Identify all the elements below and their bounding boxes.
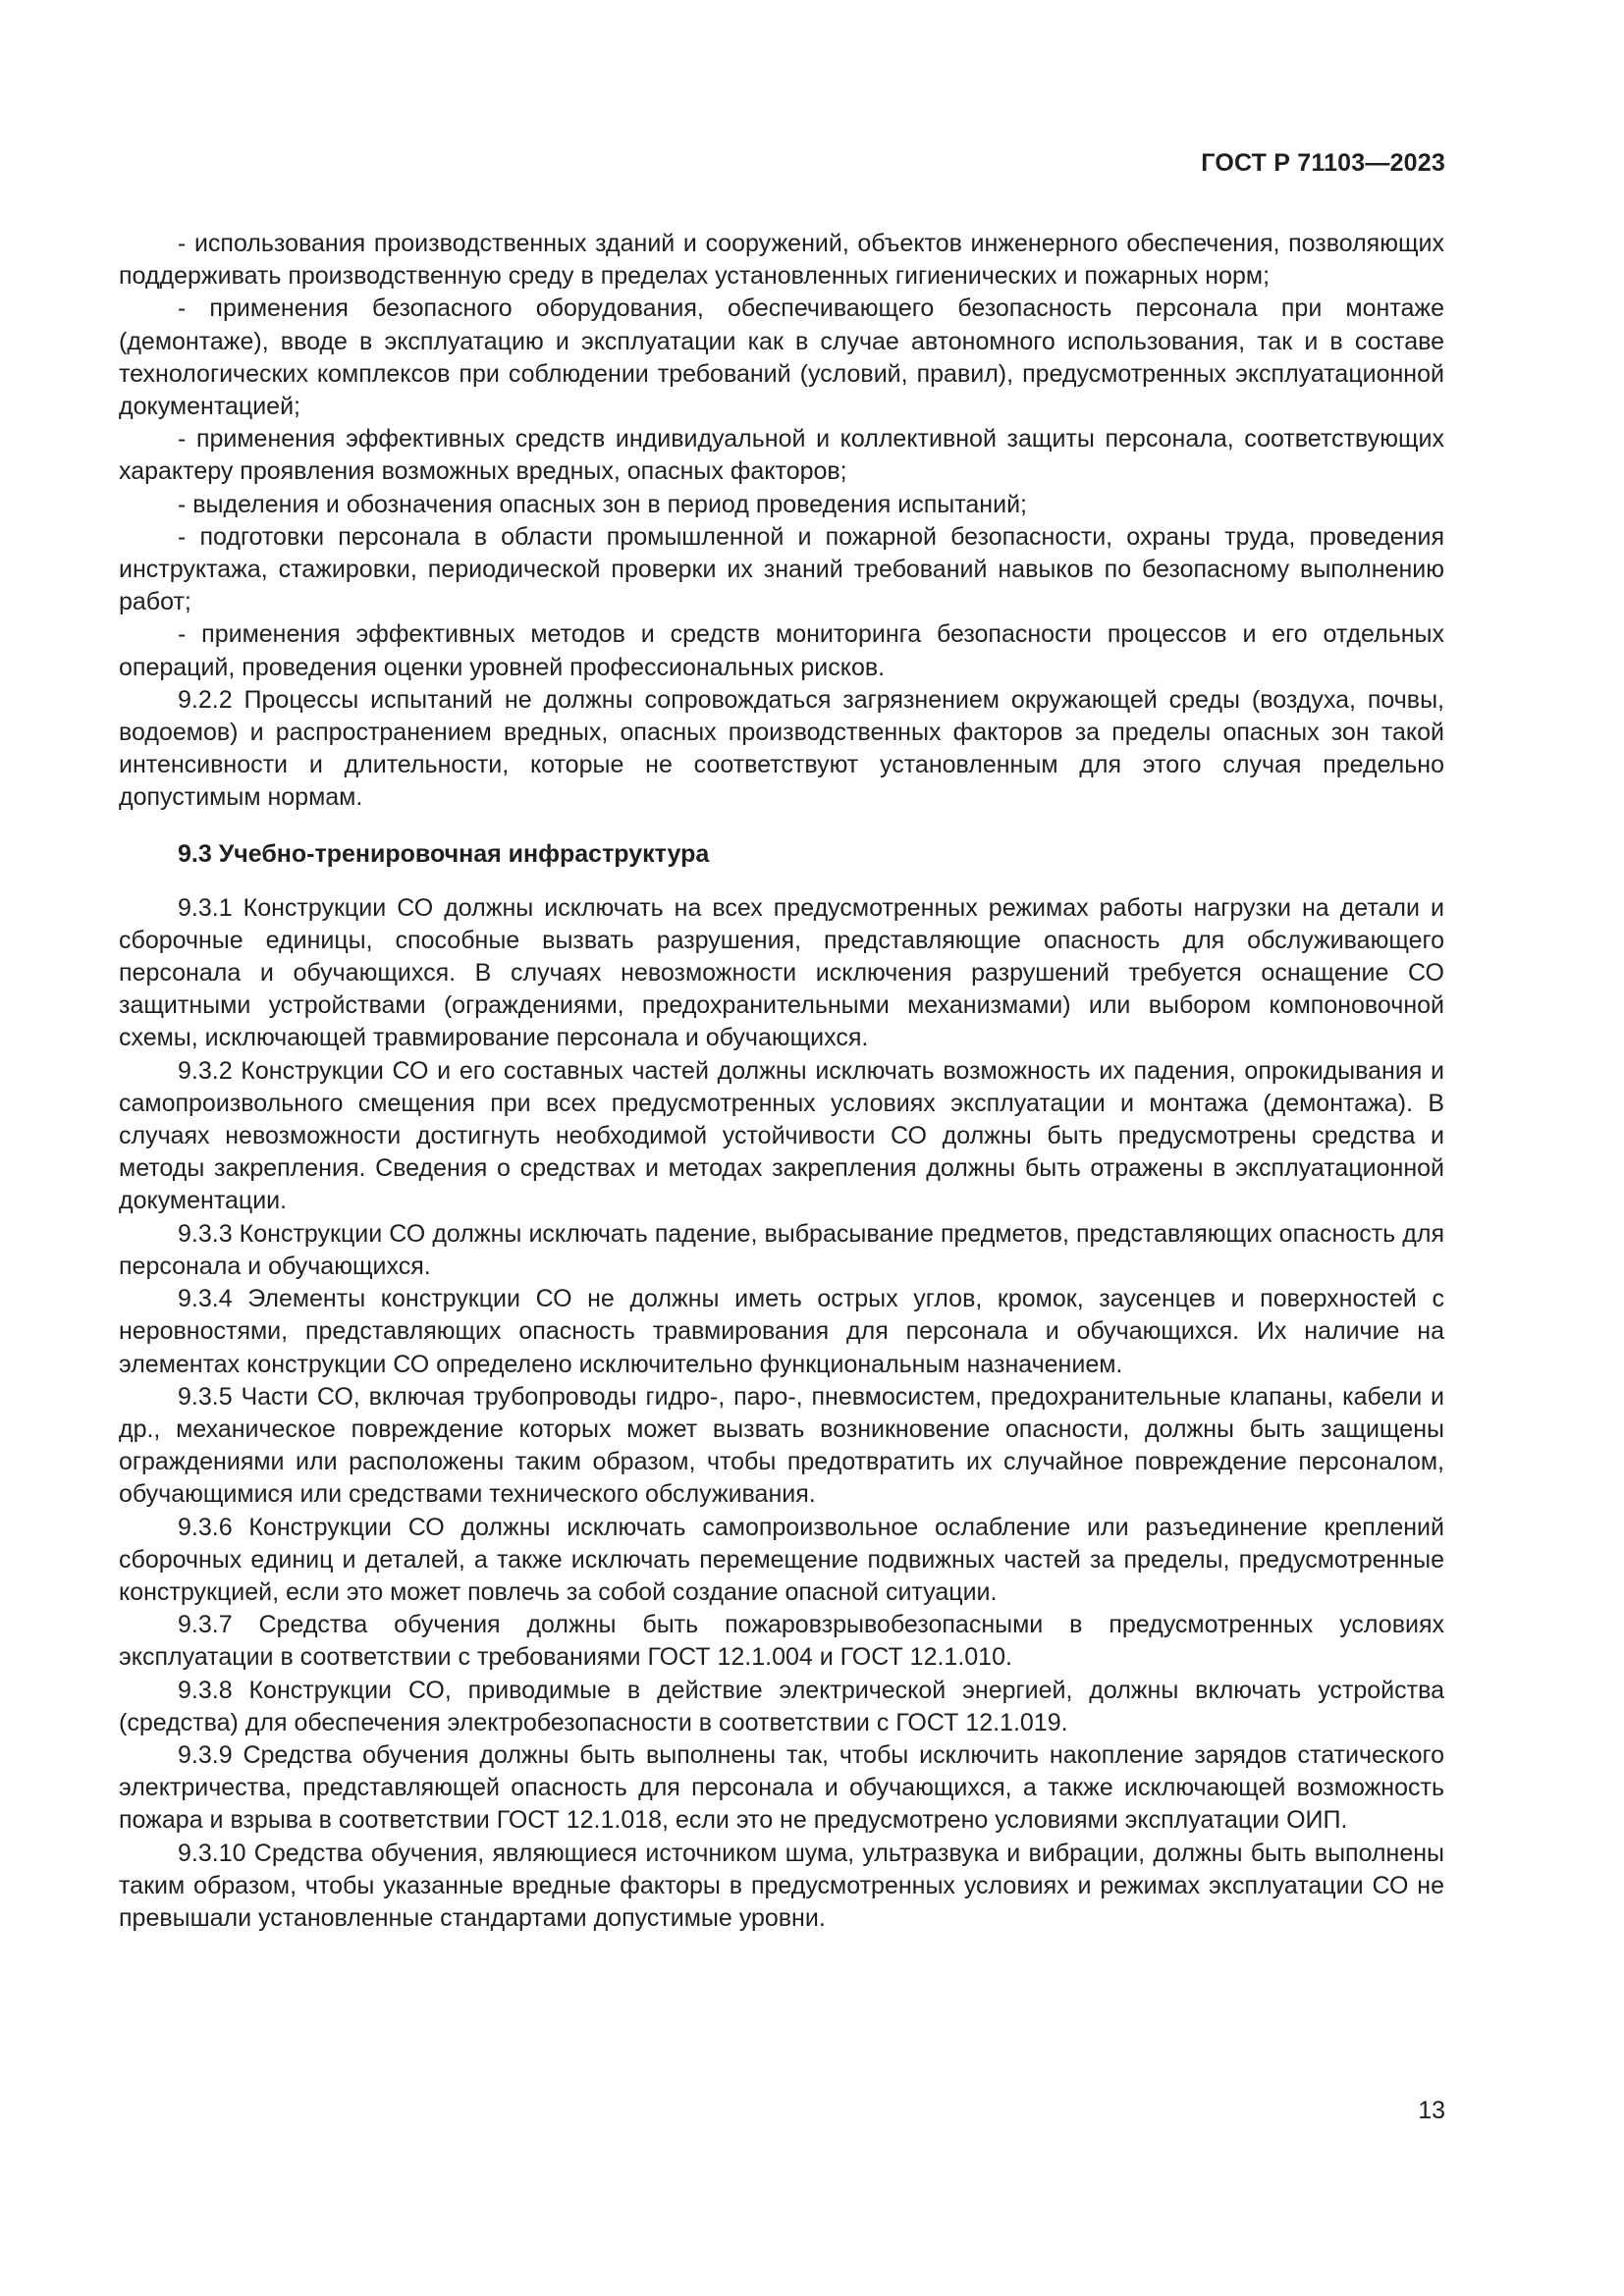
list-item-protection: - применения эффективных средств индивидуальной и коллективной защиты персонала, соответствующих характеру проявления возможных вредных, опасных факторов; [119, 425, 1444, 486]
clause-9-3-2: 9.3.2 Конструкции СО и его составных частей должны исключать возможность их падения, опрокидывания и самопроизвольного смещения при всех предусмотренных условиях эксплуатации и монтажа (демонтажа). В случаях невозможности достигнуть необходимой устойчивости СО должны быть предусмотрены средства и методы закрепления. Сведения о средствах и методах закрепления должны быть отражены в эксплуатационной документации. [119, 1056, 1444, 1215]
page-number: 13 [1418, 2097, 1445, 2124]
list-item-training: - подготовки персонала в области промышленной и пожарной безопасности, охраны труда, проведения инструктажа, стажировки, периодической проверки их знаний требований навыков по безопасному выполнению работ; [119, 522, 1444, 616]
section-heading-9-3: 9.3 Учебно-тренировочная инфраструктура [178, 839, 710, 868]
clause-9-3-4: 9.3.4 Элементы конструкции СО не должны иметь острых углов, кромок, заусенцев и поверхностей с неровностями, представляющих опасность травмирования для персонала и обучающихся. Их наличие на элементах конструкции СО определено исключительно функциональным назначением. [119, 1285, 1444, 1378]
list-item-equipment: - применения безопасного оборудования, обеспечивающего безопасность персонала при монтаже (демонтаже), вводе в эксплуатацию и эксплуатации как в случае автономного использования, так и в составе технологических комплексов при соблюдении требований (условий, правил), предусмотренных эксплуатационной документацией; [119, 294, 1444, 421]
clause-9-3-1: 9.3.1 Конструкции СО должны исключать на всех предусмотренных режимах работы нагрузки на детали и сборочные единицы, способные вызвать разрушения, представляющие опасность для обслуживающего персонала и обучающихся. В случаях невозможности исключения разрушений требуется оснащение СО защитными устройствами (ограждениями, предохранительными механизмами) или выбором компоновочной схемы, исключающей травмирование персонала и обучающихся. [119, 893, 1444, 1052]
list-item-buildings: - использования производственных зданий и сооружений, объектов инженерного обеспечения, позволяющих поддерживать производственную среду в пределах установленных гигиенических и пожарных норм; [119, 230, 1444, 291]
clause-9-3-6: 9.3.6 Конструкции СО должны исключать самопроизвольное ослабление или разъединение креплений сборочных единиц и деталей, а также исключать перемещение подвижных частей за пределы, предусмотренные конструкцией, если это может повлечь за собой создание опасной ситуации. [119, 1513, 1444, 1606]
list-item-monitoring: - применения эффективных методов и средств мониторинга безопасности процессов и его отдельных операций, проведения оценки уровней профессиональных рисков. [119, 620, 1444, 681]
page-body [119, 228, 1444, 1935]
clause-9-3-5: 9.3.5 Части СО, включая трубопроводы гидро-, паро-, пневмосистем, предохранительные клапаны, кабели и др., механическое повреждение которых может вызвать возникновение опасности, должны быть защищены ограждениями или расположены таким образом, чтобы предотвратить их случайное повреждение персоналом, обучающимися или средствами технического обслуживания. [119, 1382, 1444, 1509]
clause-9-3-9: 9.3.9 Средства обучения должны быть выполнены так, чтобы исключить накопление зарядов статического электричества, представляющей опасность для персонала и обучающихся, а также исключающей возможность пожара и взрыва в соответствии ГОСТ 12.1.018, если это не предусмотрено условиями эксплуатации ОИП. [119, 1740, 1444, 1835]
clause-9-3-8: 9.3.8 Конструкции СО, приводимые в действие электрической энергией, должны включать устройства (средства) для обеспечения электробезопасности в соответствии с ГОСТ 12.1.019. [119, 1676, 1444, 1736]
clause-9-2-2: 9.2.2 Процессы испытаний не должны сопровождаться загрязнением окружающей среды (воздуха, почвы, водоемов) и распространением вредных, опасных производственных факторов за пределы опасных зон такой интенсивности и длительности, которые не соответствуют установленным для этого случая предельно допустимым нормам. [119, 685, 1444, 812]
clause-9-3-10: 9.3.10 Средства обучения, являющиеся источником шума, ультразвука и вибрации, должны быть выполнены таким образом, чтобы указанные вредные факторы в предусмотренных условиях и режимах эксплуатации СО не превышали установленные стандартами допустимые уровни. [119, 1839, 1444, 1932]
clause-9-3-7: 9.3.7 Средства обучения должны быть пожаровзрывобезопасными в предусмотренных условиях эксплуатации в соответствии с требованиями ГОСТ 12.1.004 и ГОСТ 12.1.010. [119, 1611, 1444, 1672]
list-item-hazard-zones: - выделения и обозначения опасных зон в период проведения испытаний; [178, 490, 1027, 518]
document-id-header: ГОСТ Р 71103—2023 [1201, 149, 1445, 177]
clause-9-3-3: 9.3.3 Конструкции СО должны исключать падение, выбрасывание предметов, представляющих опасность для персонала и обучающихся. [119, 1219, 1444, 1280]
